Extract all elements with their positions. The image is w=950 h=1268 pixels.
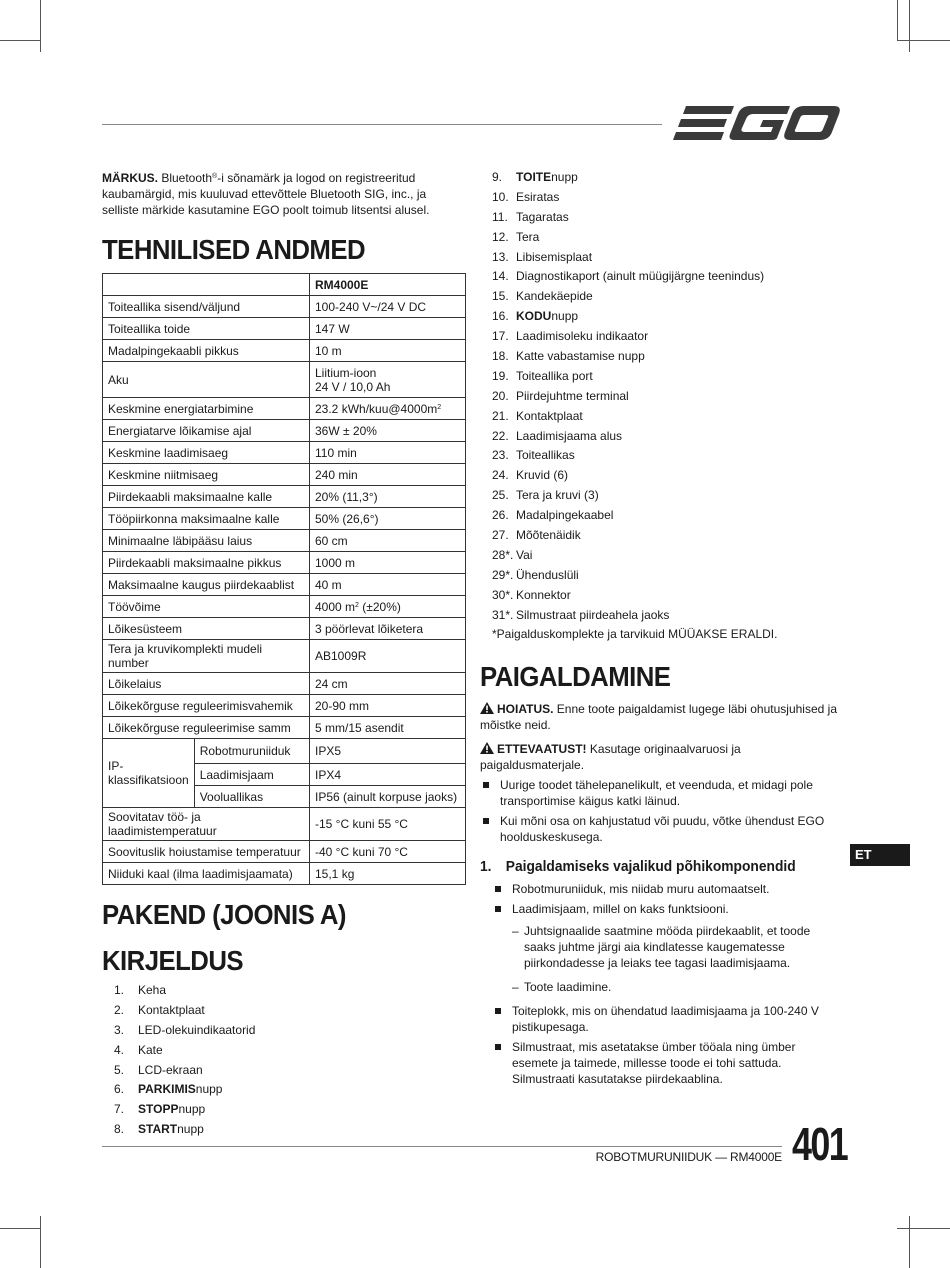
list-item (480, 387, 842, 407)
ip-value: IPX5 (310, 739, 466, 764)
note-sup: ® (212, 173, 218, 180)
list-item (480, 208, 842, 228)
item-text: nupp (551, 170, 578, 184)
item-text: Silmustraat piirdeahela jaoks (516, 607, 670, 622)
spec-label: Soovitatav töö- ja laadimistemperatuur (103, 808, 310, 841)
list-item (492, 901, 842, 995)
spec-label: Piirdekaabli maksimaalne kalle (103, 486, 310, 508)
item-bold: PARKIMIS (138, 1082, 196, 1097)
spec-label: Keskmine laadimisaeg (103, 442, 310, 464)
hoiatus-label: HOIATUS. (497, 702, 554, 717)
crop-mark (897, 1228, 950, 1229)
table-row (103, 739, 466, 764)
list-item (102, 1021, 466, 1041)
list-item (480, 327, 842, 347)
item-number: 22. (492, 428, 509, 443)
item-number: 9. (492, 170, 503, 184)
spec-label: Keskmine niitmisaeg (103, 464, 310, 486)
sub-item (512, 923, 842, 971)
item-bold: TOITE (516, 170, 552, 184)
table-row (103, 640, 466, 673)
list-item (480, 506, 842, 526)
model-header: RM4000E (310, 274, 466, 296)
crop-mark (0, 40, 40, 41)
list-item (480, 168, 842, 188)
item-text: Esiratas (516, 189, 560, 204)
subsection-title: Paigaldamiseks vajalikud põhikomponendid (505, 858, 796, 876)
item-number: 30*. (492, 587, 514, 602)
item-number: 11. (492, 209, 508, 224)
list-item (480, 546, 842, 566)
list-item (102, 981, 466, 1001)
table-row (103, 362, 466, 398)
list-item (480, 228, 842, 248)
spec-label: Minimaalne läbipääsu laius (103, 530, 310, 552)
spec-value: 20% (11,3°) (310, 486, 466, 508)
table-row (103, 552, 466, 574)
sub-item (512, 979, 842, 995)
crop-mark (40, 0, 41, 52)
ip-sub-label: Robotmuruniiduk (194, 739, 309, 764)
list-item (102, 1001, 466, 1021)
table-row (103, 841, 466, 863)
spec-value-sup: 2 (437, 403, 442, 411)
spec-value: 40 m (310, 574, 466, 596)
item-number: 10. (492, 189, 509, 204)
table-row (103, 596, 466, 618)
item-number: 19. (492, 368, 509, 383)
list-item (480, 466, 842, 486)
crop-mark (40, 1216, 41, 1268)
left-column (102, 170, 466, 1140)
sub-item-text: Juhtsignaalide saatmine mööda piirdekaablit, et toode saaks juhtme järgi aia kindlatesse kaugematesse piirkondadesse ja leiaks tee tagasi laadimisjaama. (524, 924, 811, 971)
spec-label: Lõikekõrguse reguleerimisvahemik (103, 695, 310, 717)
description-list-right (480, 168, 842, 625)
spec-label: Lõikekõrguse reguleerimise samm (103, 717, 310, 739)
item-text: Mõõtenäidik (516, 528, 581, 543)
item-number: 4. (114, 1042, 125, 1057)
item-text: Ühenduslüli (516, 567, 579, 582)
spec-label: Niiduki kaal (ilma laadimisjaamata) (103, 863, 310, 885)
table-row (103, 442, 466, 464)
bullet-text: Uurige toodet tähelepanelikult, et veenduda, et midagi pole transportimise käigus katki läinud. (500, 778, 813, 809)
item-text: nupp (177, 1122, 204, 1137)
spec-value-line: Liitium-ioon (315, 365, 377, 380)
item-number: 25. (492, 488, 509, 503)
spec-label: Lõikesüsteem (103, 618, 310, 640)
specs-title: TEHNILISED ANDMED (102, 234, 366, 265)
table-row (103, 274, 466, 296)
table-row (103, 464, 466, 486)
note-text: Bluetooth (158, 171, 213, 185)
warning-triangle-icon (480, 702, 494, 714)
item-text: Laadimisjaama alus (516, 428, 623, 443)
spec-value-text: (±20%) (358, 599, 401, 614)
ip-value: IP56 (ainult korpuse jaoks) (310, 786, 466, 808)
table-row (103, 673, 466, 695)
item-text: Keha (138, 983, 167, 997)
item-text: Laadimisoleku indikaator (516, 329, 649, 344)
spec-label: Toiteallika toide (103, 318, 310, 340)
item-text: nupp (195, 1082, 223, 1097)
item-number: 8. (114, 1122, 125, 1137)
spec-value: 100-240 V~/24 V DC (310, 296, 466, 318)
footer-rule (102, 1146, 782, 1147)
spec-value (310, 398, 466, 420)
spec-label: Lõikelaius (103, 673, 310, 695)
spec-value-line: 24 V / 10,0 Ah (315, 379, 391, 394)
accessory-footnote: *Paigalduskomplekte ja tarvikuid MÜÜAKSE ERALDI. (492, 627, 778, 642)
item-text: Katte vabastamise nupp (516, 349, 645, 364)
spec-value: 36W ± 20% (310, 420, 466, 442)
component-text: Silmustraat, mis asetatakse ümber tööala ning ümber esemete ja taimede, millesse toode ei tohi sattuda. Silmustraati kasutatakse piirdekaablina. (512, 1040, 796, 1087)
spec-value: 20-90 mm (310, 695, 466, 717)
table-row (103, 296, 466, 318)
header-rule (102, 124, 662, 125)
list-item (480, 586, 842, 606)
item-number: 5. (114, 1062, 125, 1077)
sub-item-text: Toote laadimine. (524, 980, 612, 995)
list-item (480, 267, 842, 287)
subsection-heading (480, 857, 813, 877)
bluetooth-note (102, 170, 466, 218)
list-item (492, 1003, 842, 1035)
spec-value: 10 m (310, 340, 466, 362)
list-item (480, 606, 842, 626)
item-number: 27. (492, 528, 509, 543)
component-text: Toiteplokk, mis on ühendatud laadimisjaama ja 100-240 V pistikupesaga. (512, 1004, 819, 1035)
table-cell-empty (103, 274, 310, 296)
item-text: Tera ja kruvi (3) (516, 488, 599, 503)
list-item (480, 407, 842, 427)
item-number: 7. (114, 1102, 125, 1117)
footer-title: ROBOTMURUNIIDUK — RM4000E (595, 1150, 782, 1164)
item-number: 16. (492, 309, 509, 324)
item-number: 12. (492, 229, 509, 244)
list-item (102, 1061, 466, 1081)
ego-logo-icon (672, 104, 842, 142)
ettevaatust-text: Kasutage originaalvaruosi ja paigaldusmaterjale. (480, 742, 741, 773)
spec-label: Soovituslik hoiustamise temperatuur (103, 841, 310, 863)
inspection-bullets (480, 777, 842, 845)
item-text: Tagaratas (516, 209, 569, 224)
item-text: Diagnostikaport (ainult müügijärgne teenindus) (516, 269, 765, 284)
list-item (480, 486, 842, 506)
item-number: 13. (492, 249, 509, 264)
item-bold: START (138, 1122, 178, 1137)
item-text: Madalpingekaabel (516, 508, 614, 523)
spec-value: 3 pöörlevat lõiketera (310, 618, 466, 640)
spec-value: 24 cm (310, 673, 466, 695)
description-list-left (102, 981, 466, 1140)
item-text: LED-olekuindikaatorid (138, 1022, 256, 1037)
table-row (103, 398, 466, 420)
item-number: 24. (492, 468, 509, 483)
spec-label: Tera ja kruvikomplekti mudeli number (103, 640, 310, 673)
dash-bullet: – (512, 924, 519, 939)
list-item (102, 1100, 466, 1120)
crop-mark (897, 40, 950, 41)
spec-value: 50% (26,6°) (310, 508, 466, 530)
spec-value-sup: 2 (355, 601, 359, 609)
list-item (480, 777, 842, 809)
square-bullet-icon (495, 1044, 501, 1050)
table-row (103, 340, 466, 362)
item-text: Piirdejuhtme terminal (516, 388, 629, 403)
table-row (103, 695, 466, 717)
ettevaatust-label: ETTEVAATUST! (497, 742, 587, 757)
item-number: 18. (492, 349, 509, 364)
table-row (103, 318, 466, 340)
spec-value (310, 596, 466, 618)
spec-value-text: 23.2 kWh/kuu@4000m (315, 401, 438, 416)
spec-value: 5 mm/15 asendit (310, 717, 466, 739)
table-row (103, 508, 466, 530)
list-item (480, 427, 842, 447)
spec-label: Madalpingekaabli pikkus (103, 340, 310, 362)
spec-value (310, 362, 466, 398)
item-number: 26. (492, 508, 509, 523)
crop-mark (0, 1228, 40, 1229)
spec-label: Töövõime (103, 596, 310, 618)
item-text: Kontaktplaat (516, 408, 583, 423)
list-item (480, 367, 842, 387)
item-bold: KODU (516, 309, 552, 324)
spec-value: 110 min (310, 442, 466, 464)
spec-value: -15 °C kuni 55 °C (310, 808, 466, 841)
item-number: 1. (114, 983, 125, 997)
item-number: 23. (492, 448, 509, 463)
spec-label: Tööpiirkonna maksimaalne kalle (103, 508, 310, 530)
hoiatus-warning (480, 701, 842, 733)
list-item (492, 1039, 842, 1087)
spec-value: AB1009R (310, 640, 466, 673)
list-item (102, 1080, 466, 1100)
item-number: 28*. (492, 547, 514, 562)
ip-sub-label: Vooluallikas (194, 786, 309, 808)
item-bold: STOPP (138, 1102, 179, 1117)
spec-value: 147 W (310, 318, 466, 340)
ettevaatust-caution (480, 741, 842, 773)
square-bullet-icon (483, 818, 489, 824)
item-text: Kandekäepide (516, 289, 593, 304)
spec-value: 15,1 kg (310, 863, 466, 885)
item-number: 31*. (492, 607, 514, 622)
list-item (480, 188, 842, 208)
language-tab: ET (850, 844, 910, 866)
item-number: 21. (492, 408, 509, 423)
item-text: Libisemisplaat (516, 249, 593, 264)
item-text: Toiteallikas (516, 448, 575, 463)
item-text: Kate (138, 1042, 163, 1057)
ip-sub-label: Laadimisjaam (194, 764, 309, 786)
list-item (480, 248, 842, 268)
square-bullet-icon (495, 886, 501, 892)
item-text: nupp (551, 309, 579, 324)
paigaldamine-title: PAIGALDAMINE (480, 661, 671, 693)
list-item (480, 307, 842, 327)
list-item (102, 1120, 466, 1140)
item-number: 3. (114, 1022, 125, 1037)
item-number: 14. (492, 269, 509, 284)
item-text: Tera (516, 229, 540, 244)
component-text: Robotmuruniiduk, mis niidab muru automaatselt. (512, 882, 770, 897)
item-text: LCD-ekraan (138, 1062, 203, 1077)
pakend-title: PAKEND (JOONIS A) (102, 899, 346, 930)
specs-table (102, 273, 466, 885)
ip-value: IPX4 (310, 764, 466, 786)
square-bullet-icon (495, 1008, 501, 1014)
note-label: MÄRKUS. (102, 171, 158, 185)
table-row (103, 420, 466, 442)
crop-mark (909, 1216, 910, 1268)
spec-label: Toiteallika sisend/väljund (103, 296, 310, 318)
item-text: Kruvid (6) (516, 468, 569, 483)
item-text: Toiteallika port (516, 368, 593, 383)
note-text-rest: -i sõnamärk ja logod on registreeritud kaubamärgid, mis kuuluvad ettevõttele Bluetooth SIG, inc., ja selliste märkide kasutamine EGO poolt toimub litsentsi alusel. (102, 171, 430, 217)
subsection-number: 1. (480, 858, 492, 876)
item-number: 17. (492, 329, 509, 344)
item-number: 6. (114, 1082, 125, 1097)
crop-mark (909, 0, 910, 52)
dash-bullet: – (512, 980, 519, 995)
kirjeldus-title: KIRJELDUS (102, 945, 244, 976)
ip-label: IP-klassifikatsioon (103, 739, 195, 808)
table-row (103, 863, 466, 885)
item-text: Vai (516, 547, 533, 562)
list-item (480, 566, 842, 586)
item-text: nupp (178, 1102, 206, 1117)
spec-value-text: 4000 m (315, 599, 356, 614)
table-row (103, 808, 466, 841)
item-number: 20. (492, 388, 509, 403)
list-item (480, 526, 842, 546)
bullet-text: Kui mõni osa on kahjustatud või puudu, võtke ühendust EGO hoolduskeskusega. (500, 814, 825, 845)
table-row (103, 574, 466, 596)
list-item (480, 287, 842, 307)
list-item (492, 881, 842, 897)
square-bullet-icon (483, 782, 489, 788)
item-number: 15. (492, 289, 509, 304)
page-number: 401 (792, 1118, 848, 1170)
item-number: 29*. (492, 567, 514, 582)
item-text: Kontaktplaat (138, 1002, 205, 1017)
caution-triangle-icon (480, 742, 494, 754)
spec-value: 240 min (310, 464, 466, 486)
list-item (480, 347, 842, 367)
list-item (480, 813, 842, 845)
list-item (480, 446, 842, 466)
spec-value: -40 °C kuni 70 °C (310, 841, 466, 863)
table-row (103, 486, 466, 508)
sub-list (512, 923, 842, 995)
table-row (103, 618, 466, 640)
spec-label: Keskmine energiatarbimine (103, 398, 310, 420)
table-row (103, 717, 466, 739)
spec-label: Piirdekaabli maksimaalne pikkus (103, 552, 310, 574)
hoiatus-text: Enne toote paigaldamist lugege läbi ohutusjuhised ja mõistke neid. (480, 702, 837, 733)
table-row (103, 530, 466, 552)
components-list (480, 881, 842, 1087)
spec-label: Aku (103, 362, 310, 398)
item-text: Konnektor (516, 587, 571, 602)
spec-label: Maksimaalne kaugus piirdekaablist (103, 574, 310, 596)
spec-value: 1000 m (310, 552, 466, 574)
component-text: Laadimisjaam, millel on kaks funktsiooni. (512, 902, 729, 917)
list-item (102, 1041, 466, 1061)
item-number: 2. (114, 1002, 125, 1017)
spec-label: Energiatarve lõikamise ajal (103, 420, 310, 442)
right-column (480, 170, 842, 1091)
crop-mark (897, 0, 898, 40)
spec-value: 60 cm (310, 530, 466, 552)
square-bullet-icon (495, 906, 501, 912)
ego-logo (672, 104, 842, 142)
